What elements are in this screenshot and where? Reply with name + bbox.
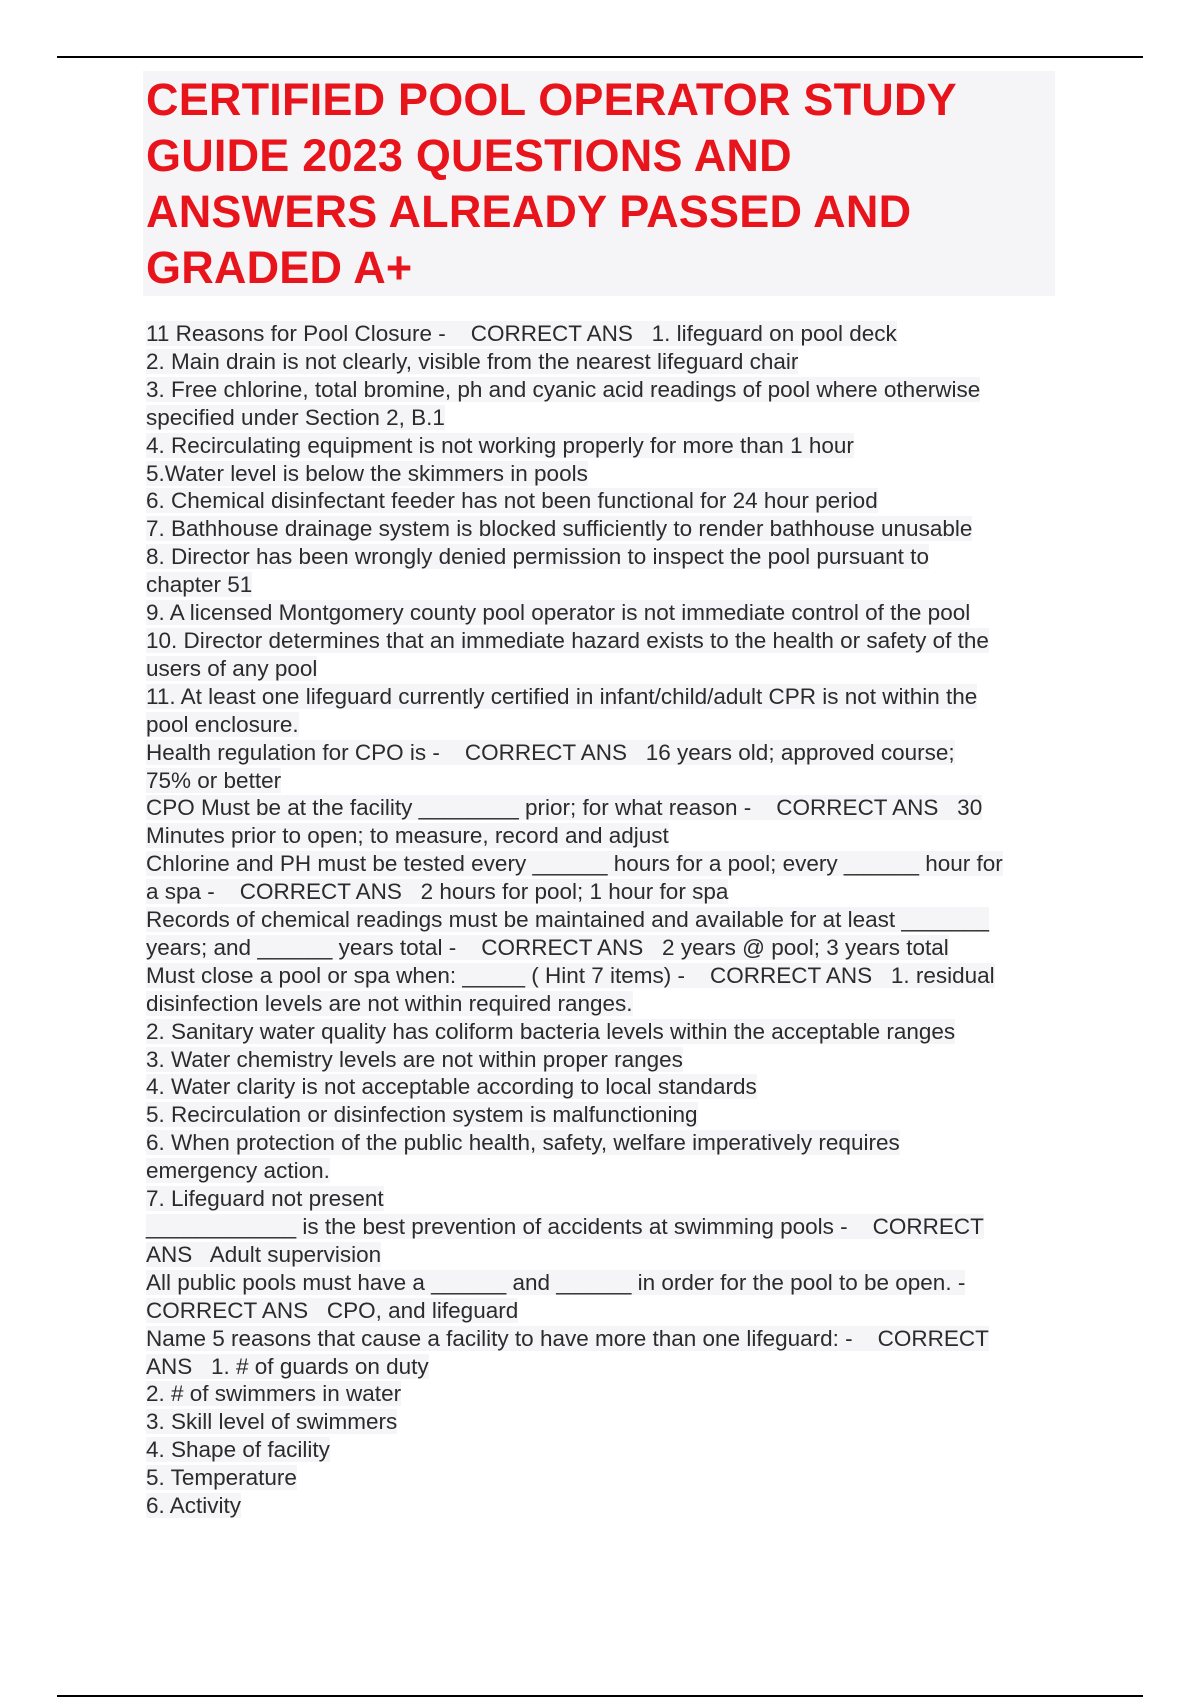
body-line: pool enclosure. xyxy=(146,711,299,737)
body-line: Minutes prior to open; to measure, record and adjust xyxy=(146,823,669,849)
body-line: Must close a pool or spa when: _____ ( Hint 7 items) - CORRECT ANS 1. residual xyxy=(146,962,995,988)
body-line: CORRECT ANS CPO, and lifeguard xyxy=(146,1297,519,1323)
body-line: 3. Free chlorine, total bromine, ph and cyanic acid readings of pool where otherwise xyxy=(146,376,981,402)
body-line: ANS 1. # of guards on duty xyxy=(146,1353,429,1379)
top-rule xyxy=(57,56,1143,58)
title-line: CERTIFIED POOL OPERATOR STUDY xyxy=(146,74,957,125)
body-line: disinfection levels are not within required ranges. xyxy=(146,990,633,1016)
bottom-rule xyxy=(57,1695,1143,1697)
body-line: 8. Director has been wrongly denied permission to inspect the pool pursuant to xyxy=(146,544,929,570)
document-body xyxy=(146,320,1086,1520)
body-line: 75% or better xyxy=(146,767,282,793)
body-line: 5. Recirculation or disinfection system is malfunctioning xyxy=(146,1102,698,1128)
body-line: 4. Water clarity is not acceptable according to local standards xyxy=(146,1074,757,1100)
body-line: years; and ______ years total - CORRECT ANS 2 years @ pool; 3 years total xyxy=(146,934,949,960)
body-line: 5. Temperature xyxy=(146,1465,297,1491)
title-line: GUIDE 2023 QUESTIONS AND xyxy=(146,130,792,181)
body-line: 7. Bathhouse drainage system is blocked sufficiently to render bathhouse unusable xyxy=(146,516,973,542)
body-line: 4. Recirculating equipment is not working properly for more than 1 hour xyxy=(146,432,854,458)
body-line: ____________ is the best prevention of accidents at swimming pools - CORRECT xyxy=(146,1214,984,1239)
title-line: ANSWERS ALREADY PASSED AND xyxy=(146,186,912,237)
body-line: 7. Lifeguard not present xyxy=(146,1186,384,1212)
document-title xyxy=(146,72,1046,296)
body-line: 5.Water level is below the skimmers in pools xyxy=(146,460,588,486)
body-line: 2. Sanitary water quality has coliform bacteria levels within the acceptable ranges xyxy=(146,1018,956,1044)
body-line: 2. # of swimmers in water xyxy=(146,1381,402,1407)
body-line: ANS Adult supervision xyxy=(146,1241,382,1267)
body-line: All public pools must have a ______ and ______ in order for the pool to be open. - xyxy=(146,1269,966,1295)
body-line: 6. Chemical disinfectant feeder has not been functional for 24 hour period xyxy=(146,488,878,514)
body-line: emergency action. xyxy=(146,1158,330,1184)
body-line: a spa - CORRECT ANS 2 hours for pool; 1 hour for spa xyxy=(146,879,729,905)
body-line: 4. Shape of facility xyxy=(146,1437,330,1463)
body-line: Health regulation for CPO is - CORRECT ANS 16 years old; approved course; xyxy=(146,739,955,765)
body-line: 9. A licensed Montgomery county pool operator is not immediate control of the pool xyxy=(146,600,971,626)
body-line: 3. Water chemistry levels are not within proper ranges xyxy=(146,1046,683,1072)
body-line: 6. When protection of the public health, safety, welfare imperatively requires xyxy=(146,1130,900,1156)
body-line: users of any pool xyxy=(146,655,318,681)
body-line: 6. Activity xyxy=(146,1493,242,1519)
body-line: chapter 51 xyxy=(146,572,253,598)
body-line: Name 5 reasons that cause a facility to have more than one lifeguard: - CORRECT xyxy=(146,1325,989,1351)
body-line: 11. At least one lifeguard currently certified in infant/child/adult CPR is not within the xyxy=(146,683,978,709)
body-line: CPO Must be at the facility ________ prior; for what reason - CORRECT ANS 30 xyxy=(146,795,983,821)
body-line: specified under Section 2, B.1 xyxy=(146,404,445,430)
body-line: 11 Reasons for Pool Closure - CORRECT ANS 1. lifeguard on pool deck xyxy=(146,321,897,346)
title-line: GRADED A+ xyxy=(146,242,413,293)
body-line: 10. Director determines that an immediate hazard exists to the health or safety of the xyxy=(146,627,989,653)
body-line: 2. Main drain is not clearly, visible from the nearest lifeguard chair xyxy=(146,348,799,374)
body-line: 3. Skill level of swimmers xyxy=(146,1409,398,1435)
body-line: Records of chemical readings must be maintained and available for at least _______ xyxy=(146,907,990,933)
body-line: Chlorine and PH must be tested every ______ hours for a pool; every ______ hour for xyxy=(146,851,1003,877)
